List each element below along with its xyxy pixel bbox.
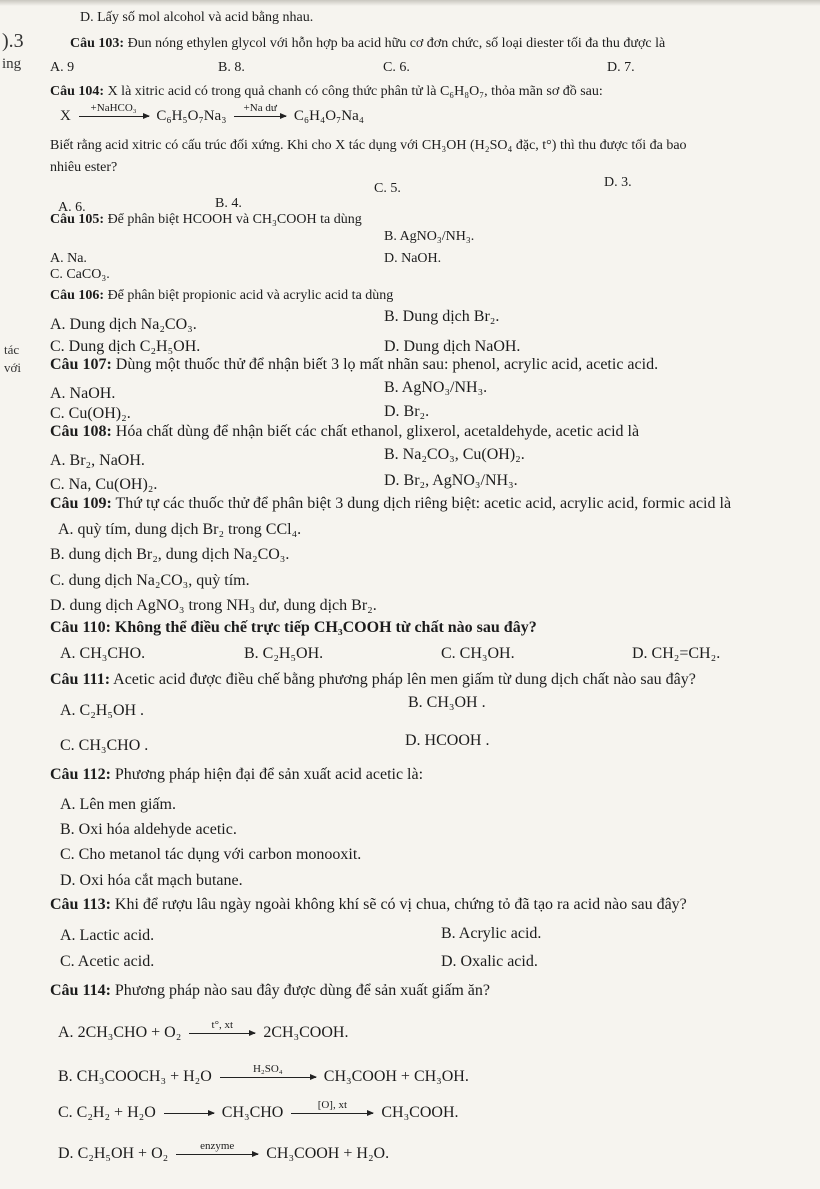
item-text: D. dung dịch AgNO₃ trong NH₃ dư, dung dịch Br₂. — [50, 597, 377, 614]
item-text: A. 6. — [58, 200, 86, 215]
answer-option — [50, 316, 197, 334]
question-stem — [50, 766, 423, 784]
item-text: Hóa chất dùng để nhận biết các chất ethanol, glixerol, acetaldehyde, acetic acid là — [111, 423, 640, 440]
q114-option-c — [58, 1098, 459, 1122]
item-text: Đun nóng ethylen glycol với hỗn hợp ba acid hữu cơ đơn chức, số loại diester tối đa thu được là — [124, 36, 666, 51]
answer-option — [384, 338, 520, 356]
item-text: C. CaCO₃. — [50, 267, 110, 282]
item-text: D. HCOOH . — [405, 732, 490, 749]
question-number: Câu 109: — [50, 495, 112, 512]
answer-option — [441, 645, 515, 663]
question-stem — [70, 36, 665, 52]
item-text: C. 6. — [383, 60, 410, 75]
answer-option — [50, 452, 145, 470]
answer-option — [80, 10, 313, 26]
question-stem — [50, 982, 490, 1000]
question-number: Câu 112: — [50, 766, 111, 783]
item-text: B. CH₃OH . — [408, 694, 486, 711]
answer-option — [60, 737, 148, 755]
question-number: Câu 105: — [50, 212, 105, 227]
item-text: A. 9 — [50, 60, 75, 75]
arrow-icon — [164, 1113, 214, 1114]
question-number: Câu 103: — [70, 36, 125, 51]
item-text: C. Na, Cu(OH)₂. — [50, 476, 158, 493]
item-text: B. C₂H₅OH. — [244, 645, 324, 662]
scheme-cond1: +NaHCO₃ — [90, 102, 137, 115]
item-text: A. C₂H₅OH . — [60, 702, 145, 719]
q104-reaction-scheme — [60, 102, 364, 125]
item-text: Acetic acid được điều chế bằng phương pháp lên men giấm từ dung dịch chất nào sau đây? — [110, 671, 696, 688]
item-text: A. NaOH. — [50, 385, 116, 402]
item-text: B. AgNO₃/NH₃. — [384, 379, 488, 396]
margin-note-voi: với — [4, 360, 21, 375]
item-text: C. 5. — [374, 181, 401, 196]
question-number: Câu 107: — [50, 356, 112, 373]
answer-option — [50, 476, 157, 494]
q114-option-b — [58, 1062, 469, 1086]
item-text: B. Dung dịch Br₂. — [384, 308, 500, 325]
question-number: Câu 110: — [50, 619, 111, 636]
item-text: C. Acetic acid. — [60, 953, 155, 970]
item-text: D. 7. — [607, 60, 635, 75]
scheme-mid: C₆H₅O₇Na₃ — [156, 108, 227, 124]
answer-option — [50, 546, 289, 564]
item-text: D. Dung dịch NaOH. — [384, 338, 521, 355]
answer-option — [50, 160, 117, 176]
item-text: A. Br₂, NaOH. — [50, 452, 145, 469]
question-stem — [50, 495, 731, 513]
item-text: B. Na₂CO₃, Cu(OH)₂. — [384, 446, 525, 463]
question-stem — [50, 212, 362, 228]
reaction-condition: H₂SO₄ — [252, 1062, 283, 1075]
answer-option — [50, 251, 87, 267]
item-text: C. Cu(OH)₂. — [50, 405, 131, 422]
arrow-icon — [291, 1098, 373, 1114]
reaction-intermediate: CH₃CHO — [221, 1104, 284, 1121]
answer-option — [60, 821, 237, 839]
answer-option — [405, 732, 489, 750]
item-text: D. Lấy số mol alcohol và acid bằng nhau. — [80, 10, 314, 25]
answer-option — [384, 379, 487, 397]
option-label: A. — [58, 1024, 74, 1041]
reaction-lhs: C₂H₅OH + O₂ — [77, 1145, 169, 1162]
item-text: A. quỳ tím, dung dịch Br₂ trong CCl₄. — [58, 521, 302, 538]
item-text: C. Cho metanol tác dụng với carbon monooxit. — [60, 846, 362, 863]
item-text: C. Dung dịch C₂H₅OH. — [50, 338, 201, 355]
reaction-rhs: 2CH₃COOH. — [263, 1024, 349, 1041]
answer-option — [632, 645, 720, 663]
answer-option — [60, 702, 144, 720]
item-text: A. CH₃CHO. — [60, 645, 146, 662]
reaction-condition: [O], xt — [317, 1098, 348, 1111]
margin-note-ing: ing — [2, 56, 22, 72]
page-top-edge — [0, 0, 820, 6]
answer-option — [60, 796, 176, 814]
option-label: C. — [58, 1104, 73, 1121]
scheme-left: X — [60, 108, 71, 124]
item-text: D. 3. — [604, 175, 632, 190]
item-text: C. dung dịch Na₂CO₃, quỳ tím. — [50, 572, 250, 589]
answer-option — [50, 405, 131, 423]
item-text: D. Br₂. — [384, 403, 430, 420]
question-number: Câu 114: — [50, 982, 111, 999]
item-text: B. 8. — [218, 60, 245, 75]
question-number: Câu 113: — [50, 896, 111, 913]
item-text: nhiêu ester? — [50, 160, 118, 175]
item-text: D. CH₂=CH₂. — [632, 645, 721, 662]
item-text: B. 4. — [215, 196, 242, 211]
option-label: B. — [58, 1068, 73, 1085]
reaction-lhs: C₂H₂ + H₂O — [76, 1104, 156, 1121]
item-text: Để phân biệt HCOOH và CH₃COOH ta dùng — [104, 212, 362, 227]
item-text: A. Dung dịch Na₂CO₃. — [50, 316, 197, 333]
answer-option — [604, 175, 632, 191]
item-text: Thứ tự các thuốc thử để phân biệt 3 dung dịch riêng biệt: acetic acid, acrylic acid, formic acid là — [111, 495, 732, 512]
answer-option — [50, 267, 110, 283]
item-text: B. Oxi hóa aldehyde acetic. — [60, 821, 237, 838]
question-number: Câu 108: — [50, 423, 112, 440]
answer-option — [60, 953, 154, 971]
q114-option-d — [58, 1139, 390, 1163]
item-text: D. Oxi hóa cắt mạch butane. — [60, 872, 243, 889]
answer-option — [244, 645, 323, 663]
item-text: B. AgNO₃/NH₃. — [384, 229, 475, 244]
question-stem — [50, 423, 639, 441]
item-text: B. dung dịch Br₂, dung dịch Na₂CO₃. — [50, 546, 290, 563]
answer-option — [50, 572, 250, 590]
item-text: C. CH₃CHO . — [60, 737, 149, 754]
reaction-rhs: CH₃COOH + H₂O. — [266, 1145, 390, 1162]
arrow-icon — [176, 1139, 258, 1155]
answer-option — [384, 229, 474, 245]
answer-option — [50, 338, 200, 356]
answer-option — [50, 138, 687, 154]
reaction-rhs: CH₃COOH. — [381, 1104, 459, 1121]
answer-option — [383, 60, 410, 76]
scheme-cond2: +Na dư — [243, 102, 277, 115]
question-text-bold: Không thể điều chế trực tiếp CH₃COOH từ chất nào sau đây? — [110, 619, 537, 636]
question-stem — [50, 896, 687, 914]
answer-option — [50, 597, 377, 615]
item-text: D. Oxalic acid. — [441, 953, 538, 970]
item-text: Biết rằng acid xitric có cấu trúc đối xứng. Khi cho X tác dụng với CH₃OH (H₂SO₄ đặc, t°) thì thu được tối đa bao — [50, 138, 687, 153]
margin-number: ).3 — [2, 30, 24, 52]
q114-option-a — [58, 1018, 349, 1042]
reaction-lhs: 2CH₃CHO + O₂ — [77, 1024, 182, 1041]
question-stem — [50, 84, 603, 100]
item-text: Dùng một thuốc thử để nhận biết 3 lọ mất nhãn sau: phenol, acrylic acid, acetic acid. — [111, 356, 659, 373]
answer-option — [607, 60, 635, 76]
answer-option — [218, 60, 245, 76]
question-stem — [50, 356, 658, 374]
item-text: A. Lên men giấm. — [60, 796, 176, 813]
answer-option — [384, 251, 441, 267]
item-text: C. CH₃OH. — [441, 645, 515, 662]
answer-option — [441, 925, 541, 943]
answer-option — [384, 403, 429, 421]
question-stem — [50, 288, 393, 304]
item-text: A. Na. — [50, 251, 87, 266]
arrow-icon — [189, 1018, 255, 1034]
reaction-condition: enzyme — [200, 1139, 235, 1152]
item-text: Khi để rượu lâu ngày ngoài không khí sẽ có vị chua, chứng tỏ đã tạo ra acid nào sau đây? — [110, 896, 687, 913]
item-text: D. Br₂, AgNO₃/NH₃. — [384, 472, 518, 489]
item-text: B. Acrylic acid. — [441, 925, 542, 942]
answer-option — [384, 446, 525, 464]
answer-option — [384, 308, 499, 326]
question-stem — [50, 619, 537, 637]
item-text: X là xitric acid có trong quả chanh có công thức phân tử là C₆H₈O₇, thỏa mãn sơ đồ sau: — [104, 84, 603, 99]
arrow-icon — [234, 102, 286, 117]
answer-option — [215, 196, 242, 212]
item-text: Phương pháp nào sau đây được dùng để sản xuất giấm ăn? — [110, 982, 490, 999]
reaction-rhs: CH₃COOH + CH₃OH. — [323, 1068, 469, 1085]
item-text: D. NaOH. — [384, 251, 442, 266]
item-text: Để phân biệt propionic acid và acrylic acid ta dùng — [104, 288, 394, 303]
scheme-right: C₆H₄O₇Na₄ — [293, 108, 364, 124]
margin-note-tac: tác — [4, 342, 20, 357]
reaction-condition: t°, xt — [211, 1018, 234, 1031]
answer-option — [50, 385, 115, 403]
answer-option — [374, 181, 401, 197]
arrow-icon — [220, 1062, 316, 1078]
answer-option — [60, 872, 243, 890]
question-stem — [50, 671, 696, 689]
answer-option — [50, 60, 74, 76]
arrow-icon — [79, 102, 149, 117]
question-number: Câu 111: — [50, 671, 111, 688]
answer-option — [60, 927, 154, 945]
answer-option — [441, 953, 538, 971]
answer-option — [60, 846, 361, 864]
item-text: Phương pháp hiện đại để sản xuất acid acetic là: — [110, 766, 424, 783]
question-number: Câu 104: — [50, 84, 105, 99]
answer-option — [384, 472, 518, 490]
item-text: A. Lactic acid. — [60, 927, 155, 944]
answer-option — [58, 521, 301, 539]
question-number: Câu 106: — [50, 288, 105, 303]
reaction-lhs: CH₃COOCH₃ + H₂O — [76, 1068, 212, 1085]
answer-option — [408, 694, 486, 712]
answer-option — [60, 645, 145, 663]
option-label: D. — [58, 1145, 74, 1162]
